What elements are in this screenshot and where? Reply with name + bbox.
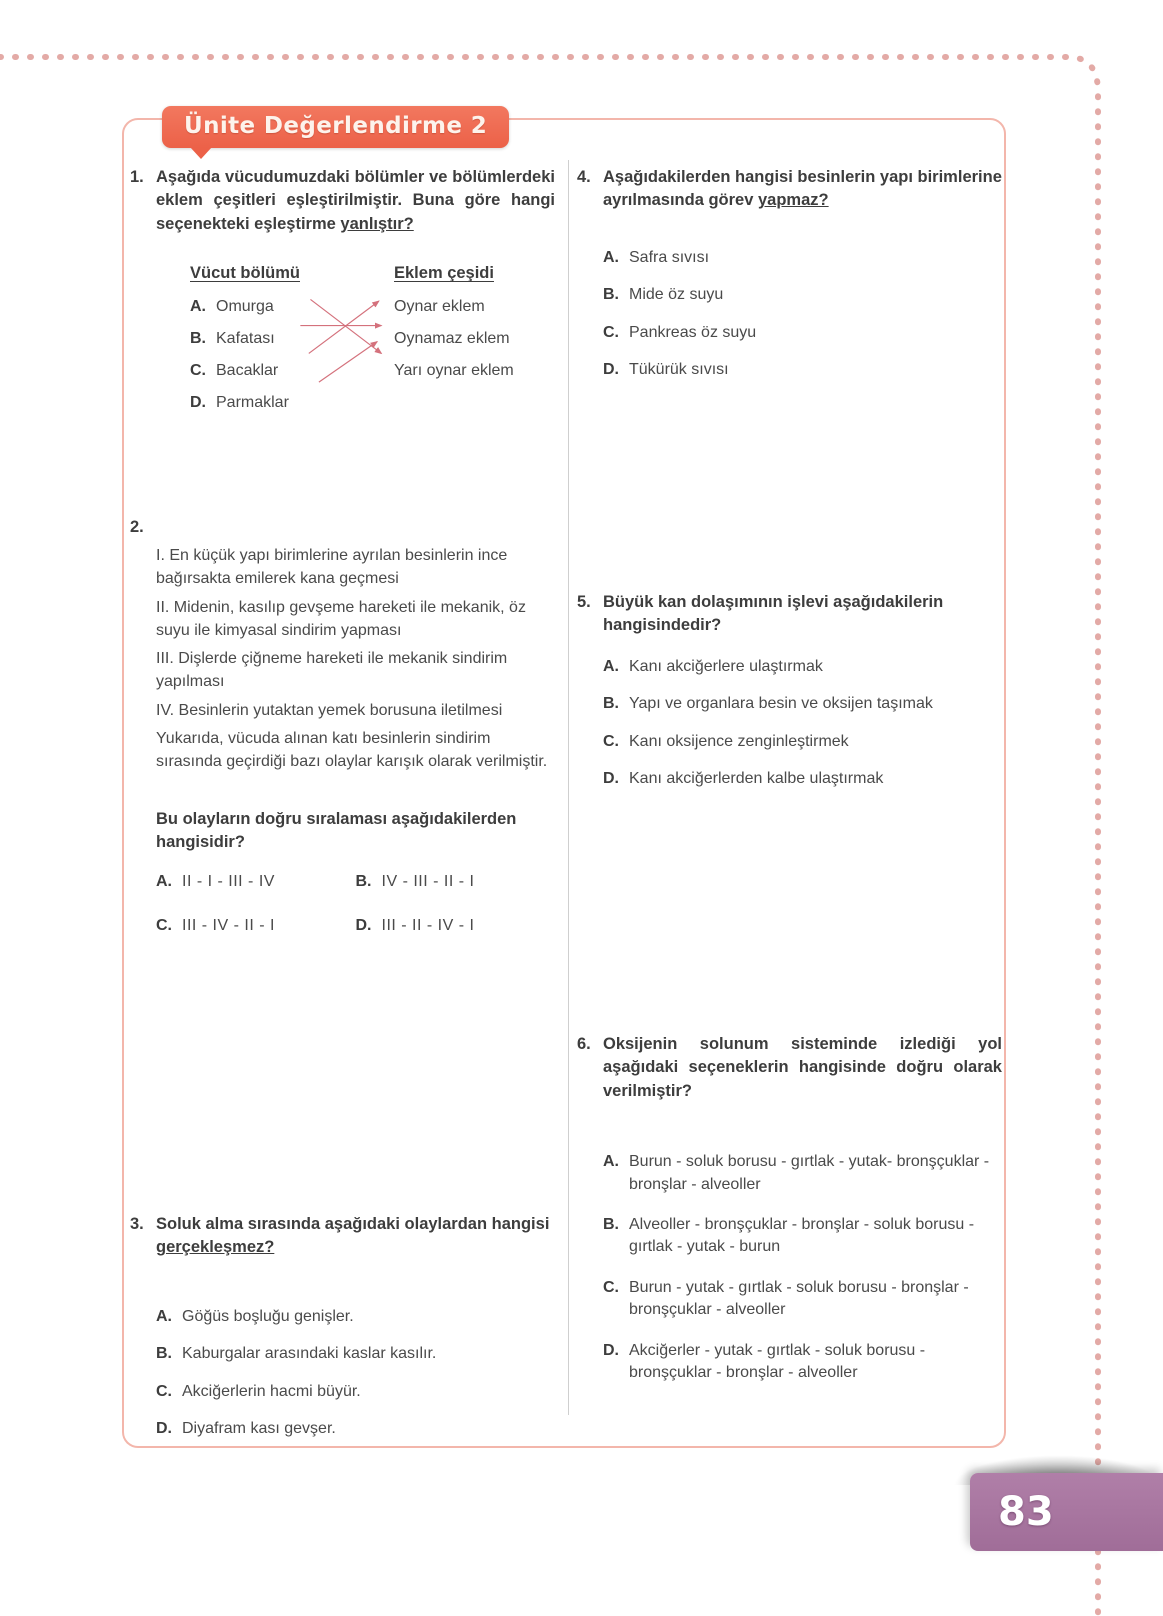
option-letter: D. [355,917,372,935]
column-divider [568,160,569,1415]
option-letter: B. [603,1216,619,1234]
question-1-stem-emphasis: yanlıştır? [340,214,414,233]
option-row[interactable] [603,1214,1002,1259]
option-label: Burun - yutak - gırtlak - soluk borusu - bronşlar - bronşçuklar - alveoller [629,1278,969,1319]
option-label: Pankreas öz suyu [629,323,757,341]
question-2-number: 2. [130,518,144,536]
option-letter: A. [603,248,619,266]
option-label: III - II - IV - I [381,917,475,935]
option-label: Göğüs boşluğu genişler. [182,1307,354,1325]
question-3-stem-emphasis: gerçekleşmez? [156,1238,275,1257]
option-label: Kaburgalar arasındaki kaslar kasılır. [182,1345,437,1363]
option-row[interactable] [156,1381,555,1403]
option-row[interactable] [603,1277,1002,1322]
question-1-stem-text: Aşağıda vücudumuzdaki bölümler ve bölümlerdeki eklem çeşitleri eşleştirilmiştir. Buna göre hangi seçenekteki eşleştirme [156,168,555,233]
option-row[interactable] [603,693,1002,715]
question-2-roman-item: IV. Besinlerin yutaktan yemek borusuna iletilmesi [156,701,503,719]
option-row[interactable] [603,284,1002,306]
option-label: Kanı akciğerlere ulaştırmak [629,657,823,675]
option-label: Diyafram kası gevşer. [182,1420,336,1438]
option-row[interactable] [603,1340,1002,1385]
option-label: Tükürük sıvısı [629,361,729,379]
question-4-options [603,247,1002,382]
matching-left-header: Vücut bölümü [190,264,300,283]
option-row[interactable] [603,247,1002,269]
question-columns [122,118,1006,1448]
option-letter: A. [603,657,619,675]
option-label: Safra sıvısı [629,248,710,266]
option-row[interactable] [603,359,1002,381]
option-row[interactable] [603,322,1002,344]
matching-left-letter: B. [190,330,206,348]
matching-left-letter: D. [190,394,206,412]
matching-exercise [182,264,552,412]
matching-left-label: Parmaklar [216,394,289,412]
question-5-options [603,656,1002,791]
question-3 [130,1213,555,1455]
option-label: Kanı akciğerlerden kalbe ulaştırmak [629,770,884,788]
option-label: IV - III - II - I [381,872,475,890]
matching-right-label[interactable]: Yarı oynar eklem [394,362,514,380]
option-letter: B. [603,286,619,304]
question-4-stem [603,166,1002,213]
question-6-stem: Oksijenin solunum sisteminde izlediği yol aşağıdaki seçeneklerin hangisinde doğru olarak verilmiştir? [603,1035,1002,1100]
question-2-prompt: Bu olayların doğru sıralaması aşağıdakilerden hangisidir? [156,809,517,852]
option-letter: B. [603,695,619,713]
option-letter: C. [603,732,619,750]
option-letter: D. [603,361,619,379]
option-label: II - I - III - IV [182,872,275,890]
option-row[interactable] [603,1151,1002,1196]
option-letter: B. [355,872,372,890]
option-row[interactable] [603,731,1002,753]
option-row[interactable] [156,1418,555,1440]
option-letter: D. [603,1341,619,1359]
option-letter: A. [156,1307,172,1325]
option-row[interactable] [603,768,1002,790]
option-label: Alveoller - bronşçuklar - bronşlar - soluk borusu - gırtlak - yutak - burun [629,1216,975,1256]
question-4-stem-emphasis: yapmaz? [758,191,829,210]
question-1 [130,166,555,412]
question-6-number: 6. [577,1035,591,1053]
option-label: Kanı oksijence zenginleştirmek [629,732,849,750]
question-6 [577,1033,1002,1384]
option-letter: C. [156,1382,172,1400]
option-row[interactable] [356,915,556,937]
matching-left-letter: A. [190,298,206,316]
option-label: Yapı ve organlara besin ve oksijen taşımak [629,695,933,713]
option-letter: A. [603,1153,619,1171]
question-6-options [603,1151,1002,1384]
question-5-number: 5. [577,593,591,611]
matching-left-label: Omurga [216,298,274,316]
option-letter: C. [156,917,172,935]
question-2-roman-item: I. En küçük yapı birimlerine ayrılan besinlerin ince bağırsakta emilerek kana geçmesi [156,547,508,588]
question-5 [577,591,1002,805]
matching-right-label[interactable]: Oynamaz eklem [394,330,510,348]
option-letter: C. [603,323,619,341]
option-letter: D. [603,770,619,788]
question-1-number: 1. [130,168,144,186]
option-letter: C. [603,1278,619,1296]
matching-left-label: Kafatası [216,330,275,348]
matching-right-label[interactable]: Oynar eklem [394,298,485,316]
question-3-stem [156,1213,555,1260]
matching-left-label: Bacaklar [216,362,279,380]
option-label: Akciğerler - yutak - gırtlak - soluk borusu - bronşçuklar - bronşlar - alveoller [629,1341,926,1381]
question-2-roman-item: II. Midenin, kasılıp gevşeme hareketi ile mekanik, öz suyu ile kimyasal sindirim yapması [156,598,526,639]
option-label: Mide öz suyu [629,286,724,304]
option-letter: B. [156,1345,172,1363]
question-4-stem-text: Aşağıdakilerden hangisi besinlerin yapı birimlerine ayrılmasında görev [603,168,1002,210]
question-2 [130,516,555,938]
option-letter: D. [156,1420,172,1438]
question-1-stem [156,166,555,236]
question-4-number: 4. [577,168,591,186]
question-4 [577,166,1002,396]
option-row[interactable] [356,871,556,893]
option-letter: A. [156,872,172,890]
section-title: Ünite Değerlendirme 2 [184,113,488,139]
matching-arrows [182,264,552,399]
question-2-roman-item: III. Dişlerde çiğneme hareketi ile mekanik sindirim yapılması [156,650,508,691]
question-3-number: 3. [130,1215,144,1233]
question-2-closing-text: Yukarıda, vücuda alınan katı besinlerin sindirim sırasında geçirdiği bazı olaylar karışık olarak verilmiştir. [156,730,548,771]
option-row[interactable] [156,1306,555,1328]
option-row[interactable] [156,1343,555,1365]
page-number: 83 [998,1489,1054,1535]
matching-left-letter: C. [190,362,206,380]
question-3-stem-text: Soluk alma sırasında aşağıdaki olaylardan hangisi [156,1215,550,1233]
option-label: Akciğerlerin hacmi büyür. [182,1382,361,1400]
option-label: Burun - soluk borusu - gırtlak - yutak- bronşçuklar - bronşlar - alveoller [629,1153,990,1193]
option-row[interactable] [156,915,356,937]
option-row[interactable] [156,871,356,893]
question-5-stem: Büyük kan dolaşımının işlevi aşağıdakilerin hangisindedir? [603,593,944,635]
page-number-ribbon [970,1473,1163,1551]
question-3-options [156,1306,555,1441]
option-row[interactable] [603,656,1002,678]
question-2-options [156,871,555,938]
matching-right-header: Eklem çeşidi [394,264,494,283]
option-label: III - IV - II - I [182,917,275,935]
